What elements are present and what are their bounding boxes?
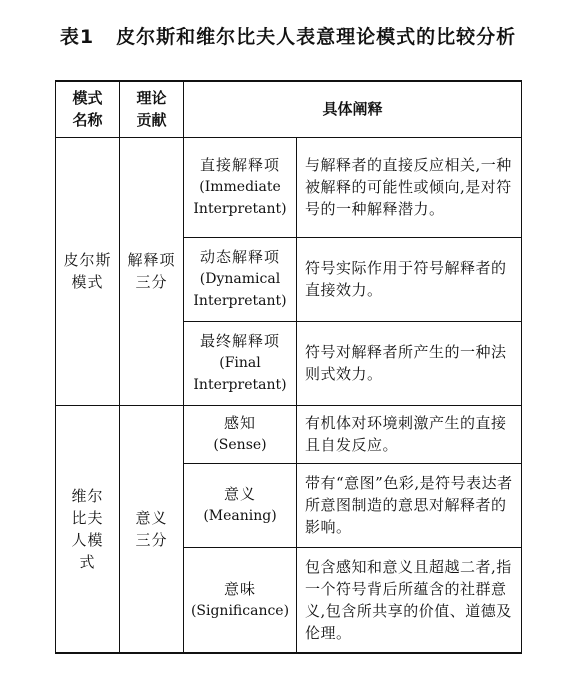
theory-peirce: 解释项三分: [120, 137, 184, 405]
header-theory: 理论贡献: [120, 81, 184, 137]
table-number: 表1: [59, 26, 95, 48]
model-name-welby: 维尔比夫人模式: [56, 405, 120, 653]
table-row: [56, 137, 522, 237]
header-row: [56, 81, 522, 137]
term-cell: [184, 463, 297, 547]
term-cell: [184, 321, 297, 405]
table-title: 皮尔斯和维尔比夫人表意理论模式的比较分析: [116, 26, 517, 48]
term-zh: 动态解释项: [199, 248, 280, 266]
term-cell: [184, 137, 297, 237]
description: 与解释者的直接反应相关,一种被解释的可能性或倾向,是对符号的一种解释潜力。: [297, 137, 522, 237]
term-cell: [184, 547, 297, 653]
term-cell: [184, 237, 297, 321]
term-en: (Significance): [190, 602, 290, 619]
term-en: (Immediate Interpretant): [193, 179, 287, 217]
description: 符号对解释者所产生的一种法则式效力。: [297, 321, 522, 405]
term-en: (Dynamical Interpretant): [193, 271, 287, 309]
comparison-table: [55, 80, 522, 654]
term-en: (Meaning): [203, 508, 277, 524]
theory-welby: 意义三分: [120, 405, 184, 653]
term-zh: 直接解释项: [199, 156, 280, 174]
description: 带有“意图”色彩,是符号表达者所意图制造的意思对解释者的影响。: [297, 463, 522, 547]
description: 符号实际作用于符号解释者的直接效力。: [297, 237, 522, 321]
description: 有机体对环境刺激产生的直接且自发反应。: [297, 405, 522, 463]
model-name-peirce: 皮尔斯模式: [56, 137, 120, 405]
term-zh: 最终解释项: [199, 332, 280, 350]
term-en: (Final Interpretant): [193, 355, 287, 393]
description: 包含感知和意义且超越二者,指一个符号背后所蕴含的社群意义,包含所共享的价值、道德及伦理。: [297, 547, 522, 653]
header-detail: 具体阐释: [184, 81, 522, 137]
table-caption: [0, 22, 576, 49]
term-zh: 意味: [223, 579, 256, 598]
term-cell: [184, 405, 297, 463]
header-model-name: 模式名称: [56, 81, 120, 137]
term-en: (Sense): [213, 437, 267, 453]
term-zh: 意义: [223, 485, 256, 503]
term-zh: 感知: [223, 414, 256, 432]
table-row: [56, 405, 522, 463]
